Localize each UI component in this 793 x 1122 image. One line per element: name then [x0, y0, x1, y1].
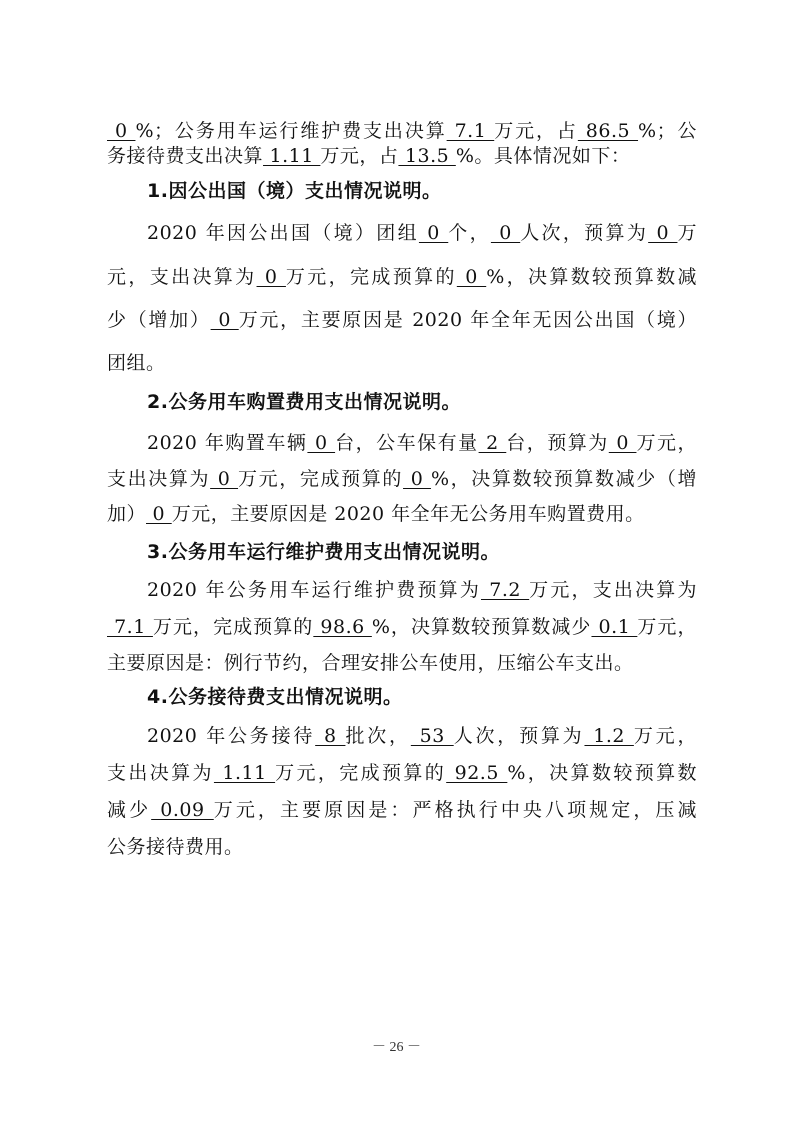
paragraph-line [107, 264, 697, 290]
underlined-value: 92.5 [446, 762, 508, 784]
underlined-value: 7.1 [107, 616, 153, 638]
underlined-value: 0 [146, 503, 172, 525]
paragraph-line [107, 143, 697, 169]
paragraph-line [147, 577, 697, 603]
underlined-value: 0 [307, 432, 336, 454]
paragraph-line [147, 723, 697, 749]
text-run: 万元， [637, 616, 697, 638]
paragraph-line [147, 220, 697, 246]
text-run: 2020 年公务用车运行维护费预算为 [147, 579, 481, 601]
paragraph-line [147, 430, 697, 456]
underlined-value: 0 [210, 468, 239, 490]
text-run: 元，支出决算为 [107, 266, 257, 288]
underlined-value: 0 [210, 309, 239, 331]
text-run: 万元， [636, 432, 697, 454]
text-run: 万 [677, 222, 697, 244]
underlined-value: 53 [410, 725, 454, 747]
paragraph-line [107, 797, 697, 823]
text-run: 台，预算为 [506, 432, 609, 454]
text-run: %，决算数较预算数减 [486, 266, 697, 288]
text-run: %。具体情况如下： [455, 145, 631, 167]
paragraph-line [107, 307, 697, 333]
underlined-value: 0 [403, 468, 431, 490]
underlined-value: 8 [315, 725, 346, 747]
text-run: 人次，预算为 [520, 222, 649, 244]
underlined-value: 7.1 [446, 120, 495, 142]
section-heading: 4.公务接待费支出情况说明。 [147, 686, 403, 708]
underlined-value: 0.09 [151, 799, 214, 821]
paragraph-line [107, 614, 697, 640]
text-run: 批次， [345, 725, 411, 747]
underlined-value: 0 [456, 266, 487, 288]
underlined-value: 2 [478, 432, 507, 454]
text-run: 万元，占 [320, 145, 399, 167]
text-run: 个， [448, 222, 491, 244]
section-heading: 1.因公出国（境）支出情况说明。 [147, 180, 442, 202]
text-run: 万元，完成预算的 [152, 616, 314, 638]
page-number: － 26 － [372, 1040, 421, 1055]
text-run: %；公务用车运行维护费支出决算 [135, 120, 447, 142]
text-run: 万元，占 [494, 120, 578, 142]
text-run: 万元，主要原因是：严格执行中央八项规定，压减 [213, 799, 697, 821]
underlined-value: 0 [418, 222, 449, 244]
text-run: 万元，主要原因是 2020 年全年无公务用车购置费用。 [171, 503, 645, 525]
text-run: 万元，完成预算的 [285, 266, 457, 288]
underlined-value: 0 [648, 222, 678, 244]
text-run: 务接待费支出决算 [107, 145, 264, 167]
text-run: 减少 [107, 799, 152, 821]
underlined-value: 1.2 [584, 725, 634, 747]
paragraph-line [107, 760, 697, 786]
text-run: %，决算数较预算数 [507, 762, 697, 784]
section-heading: 2.公务用车购置费用支出情况说明。 [147, 391, 461, 413]
text-run: %，决算数较预算数减少 [371, 616, 592, 638]
underlined-value: 0 [608, 432, 637, 454]
paragraph-line [107, 466, 697, 492]
underlined-value: 1.11 [213, 762, 276, 784]
text-run: 加） [107, 503, 147, 525]
text-run: 万元，支出决算为 [529, 579, 697, 601]
underlined-value: 7.2 [481, 579, 530, 601]
underlined-value: 0.1 [591, 616, 638, 638]
text-run: 万元，主要原因是 2020 年全年无因公出国（境） [238, 309, 697, 331]
underlined-value: 0 [256, 266, 286, 288]
text-run: 支出决算为 [107, 762, 214, 784]
underlined-value: 86.5 [577, 120, 639, 142]
paragraph-line [107, 118, 697, 144]
text-run: 少（增加） [107, 309, 211, 331]
text-run: %，决算数较预算数减少（增 [430, 468, 697, 490]
text-run: 人次，预算为 [453, 725, 585, 747]
paragraph-line: 团组。 [107, 352, 166, 374]
paragraph-line: 公务接待费用。 [107, 836, 244, 858]
text-run: 万元，完成预算的 [238, 468, 404, 490]
paragraph-line: 主要原因是：例行节约，合理安排公车使用，压缩公车支出。 [107, 652, 634, 674]
text-run: 万元， [633, 725, 697, 747]
text-run: 台，公车保有量 [335, 432, 479, 454]
underlined-value: 98.6 [313, 616, 372, 638]
paragraph-line [107, 501, 697, 527]
underlined-value: 0 [107, 120, 136, 142]
text-run: 2020 年公务接待 [147, 725, 316, 747]
text-run: %；公 [638, 120, 697, 142]
text-run: 万元，完成预算的 [275, 762, 447, 784]
section-heading: 3.公务用车运行维护费用支出情况说明。 [147, 541, 500, 563]
underlined-value: 1.11 [263, 145, 321, 167]
underlined-value: 0 [490, 222, 521, 244]
text-run: 支出决算为 [107, 468, 211, 490]
underlined-value: 13.5 [398, 145, 456, 167]
text-run: 2020 年因公出国（境）团组 [147, 222, 419, 244]
text-run: 2020 年购置车辆 [147, 432, 308, 454]
